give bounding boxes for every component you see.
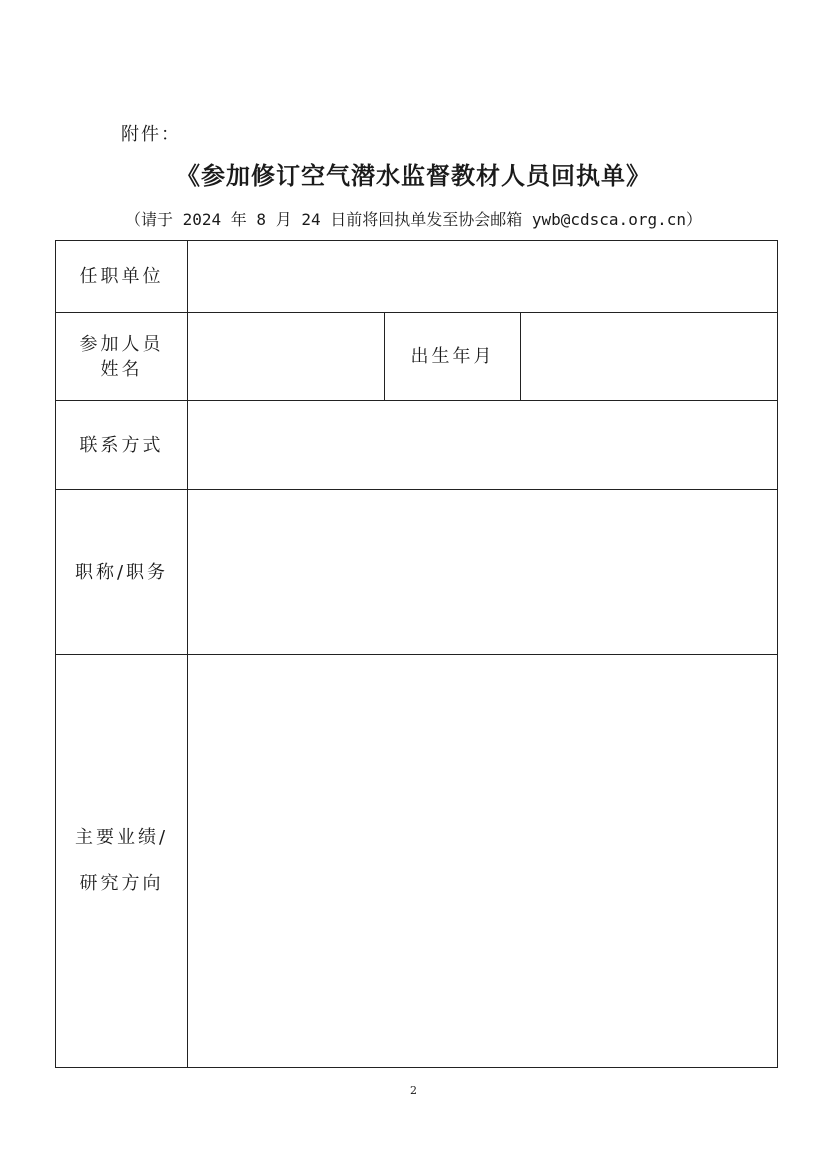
attachment-label: 附件： <box>121 124 181 145</box>
contact-label: 联系方式 <box>56 401 188 490</box>
row-title-position <box>56 490 778 655</box>
participant-label-line1: 参加人员 <box>79 333 164 355</box>
achievements-label-line2: 研究方向 <box>79 873 164 894</box>
row-participant <box>56 313 778 401</box>
birth-date-field[interactable] <box>521 313 778 401</box>
employer-label: 任职单位 <box>56 241 188 313</box>
row-employer <box>56 241 778 313</box>
achievements-field[interactable] <box>188 655 778 1068</box>
row-contact <box>56 401 778 490</box>
title-position-label: 职称/职务 <box>56 490 188 655</box>
document-subtitle: （请于 2024 年 8 月 24 日前将回执单发至协会邮箱 ywb@cdsca.org.cn） <box>125 210 702 229</box>
row-achievements <box>56 655 778 1068</box>
page-number: 2 <box>410 1084 417 1097</box>
contact-field[interactable] <box>188 401 778 490</box>
receipt-form-table <box>55 240 778 1068</box>
participant-name-label <box>56 313 188 401</box>
title-position-field[interactable] <box>188 490 778 655</box>
participant-label-line2: 姓名 <box>100 358 143 380</box>
birth-date-label: 出生年月 <box>385 313 521 401</box>
achievements-label <box>56 655 188 1068</box>
achievements-label-line1: 主要业绩/ <box>74 827 169 848</box>
document-title: 《参加修订空气潜水监督教材人员回执单》 <box>176 162 651 190</box>
participant-name-field[interactable] <box>188 313 385 401</box>
employer-field[interactable] <box>188 241 778 313</box>
